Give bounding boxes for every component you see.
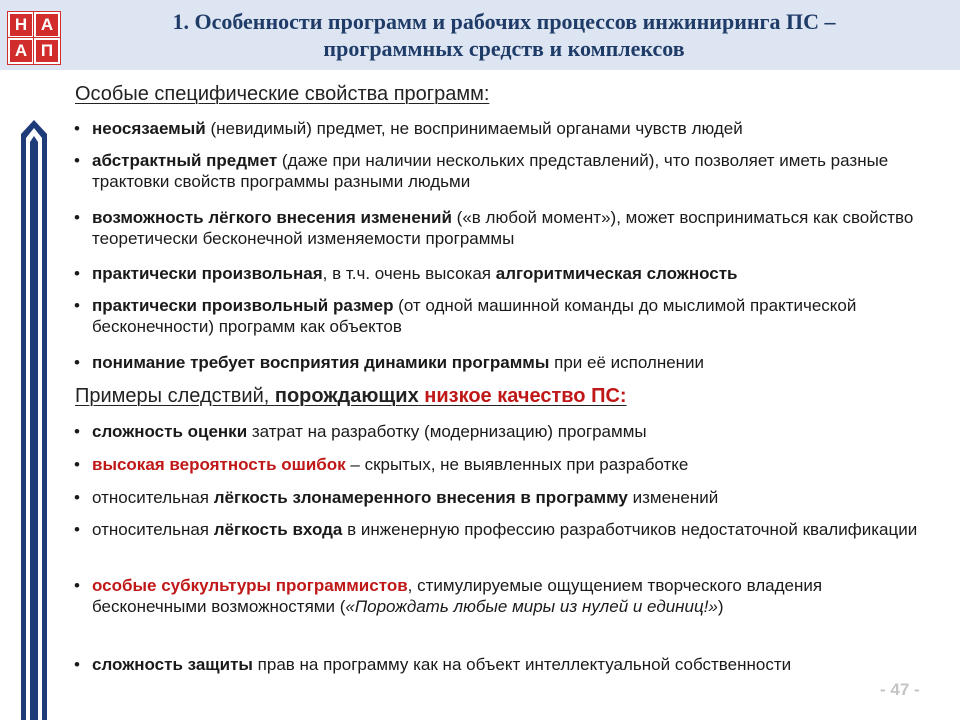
list-item: • сложность защиты прав на программу как на объект интеллектуальной собственности [92,654,922,675]
list-item: • неосязаемый (невидимый) предмет, не воспринимаемый органами чувств людей [92,118,922,139]
slide-header [0,0,960,70]
list-item: • относительная лёгкость входа в инженерную профессию разработчиков недостаточной квалификации [92,519,922,540]
slide-title-line2: программных средств и комплексов [323,36,685,61]
slide-title [64,8,944,62]
list-item: • относительная лёгкость злонамеренного внесения в программу изменений [92,487,922,508]
list-item: • практически произвольный размер (от одной машинной команды до мыслимой практической бесконечности) программ как объектов [92,295,922,337]
logo [6,10,58,62]
list-item: • абстрактный предмет (даже при наличии нескольких представлений), что позволяет иметь разные трактовки свойств программы разными людьми [92,150,922,192]
list-item: • понимание требует восприятия динамики программы при её исполнении [92,352,922,373]
list-item: • сложность оценки затрат на разработку (модернизацию) программы [92,421,922,442]
decorative-side-bar [21,120,47,720]
list-item: • возможность лёгкого внесения изменений («в любой момент»), может восприниматься как свойство теоретически бесконечной изменяемости программы [92,207,922,249]
list-item: • особые субкультуры программистов, стимулируемые ощущением творческого владения бесконечными возможностями («Порождать любые миры из нулей и единиц!») [92,575,922,617]
logo-letter: Н [8,12,34,38]
list-item: • высокая вероятность ошибок – скрытых, не выявленных при разработке [92,454,922,475]
slide-title-line1: 1. Особенности программ и рабочих процессов инжиниринга ПС – [172,9,836,34]
logo-letter: А [8,38,34,64]
logo-letter: А [34,12,60,38]
section-heading-consequences: Примеры следствий, порождающих низкое качество ПС: [75,385,627,407]
list-item: • практически произвольная, в т.ч. очень высокая алгоритмическая сложность [92,263,922,284]
page-number: - 47 - [880,680,920,699]
section-heading-properties: Особые специфические свойства программ: [75,83,490,105]
logo-letter: П [34,38,60,64]
